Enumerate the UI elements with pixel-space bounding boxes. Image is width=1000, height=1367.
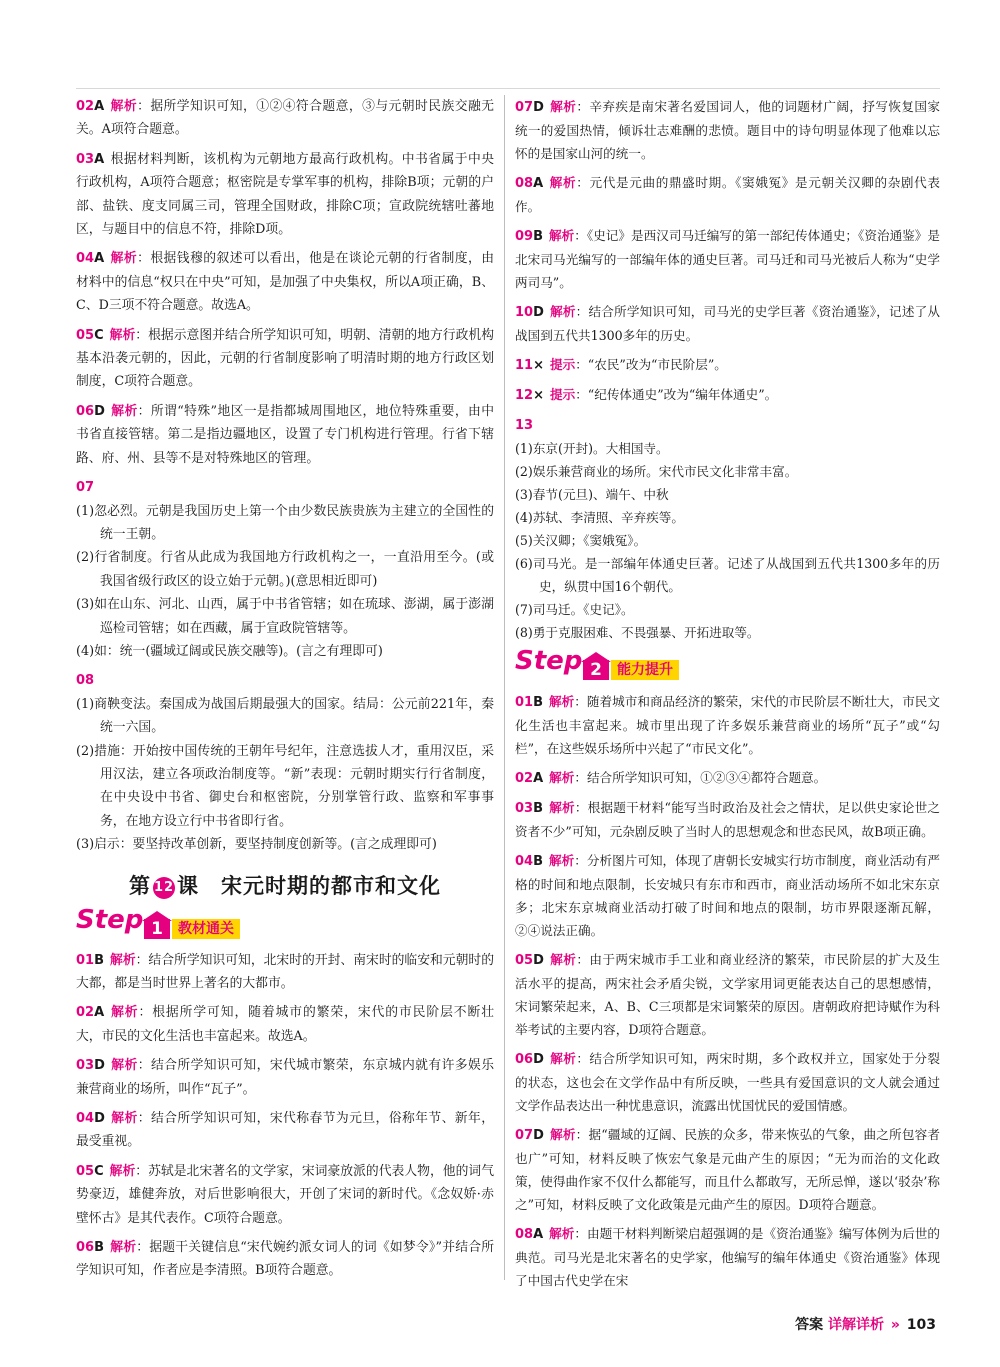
answer-num: 06 (515, 1052, 534, 1067)
step1-banner (76, 904, 494, 943)
answer-letter: A (94, 99, 105, 114)
answer-text: ：由题干材料判断梁启超强调的是《资治通鉴》编写体例为后世的典范。司马光是北宋著名的史学家，他编写的编年体通史《资治通鉴》体现了中国古代史学在宋 (515, 1226, 941, 1288)
answer-text: ：《史记》是西汉司马迁编写的第一部纪传体通史；《资治通鉴》是北宋司马光编写的一部编年体的通史巨著。司马迁和司马光被后人称为“史学两司马”。 (515, 228, 941, 290)
answer-letter: B (533, 801, 544, 816)
top-rule (76, 88, 940, 89)
answer-tag: 提示 (550, 387, 576, 402)
answer-text: ：根据钱穆的叙述可以看出，他是在谈论元朝的行省制度，由材料中的信息“权只在中央”可知，是加强了中央集权，所以A项正确，B、C、D三项不符合题意。故选A。 (76, 251, 495, 314)
answer-text: ：结合所学知识可知，宋代城市繁荣，东京城内就有许多娱乐兼营商业的场所，叫作“瓦子”。 (76, 1058, 495, 1097)
step-number: 1 (144, 919, 170, 939)
answer-letter: B (533, 695, 544, 710)
answer-tag: 解析 (549, 228, 575, 243)
answer-letter: B (533, 229, 544, 244)
answer-tag: 解析 (109, 1163, 136, 1179)
answer-item (76, 324, 494, 394)
answer-letter: C (94, 1163, 104, 1179)
footer-label: 答案 (795, 1317, 824, 1333)
answer-item (515, 300, 940, 347)
answer-letter: D (533, 953, 544, 968)
footer-sublabel: 详解详析 (827, 1317, 884, 1333)
step-word: Step (515, 646, 583, 676)
answer-letter: A (533, 1227, 544, 1242)
answer-number: 13 (515, 418, 534, 433)
answer-num: 04 (76, 1111, 95, 1127)
page-number: 103 (906, 1317, 936, 1333)
lesson-prefix: 第 (129, 873, 151, 898)
right-column (515, 95, 940, 1298)
answer-text: ：分析图片可知，体现了唐朝长安城实行坊市制度，商业活动有严格的时间和地点限制，长安城只有东市和西市，商业活动场所不如北宋东京多；北宋东京城商业活动打破了时间和地点的限制，坊市界限逐渐瓦解，②④说法正确。 (515, 853, 941, 938)
answer-subitem: (5)关汉卿；《窦娥冤》。 (515, 533, 647, 548)
answer-tag: 解析 (549, 1051, 577, 1066)
answer-tag: 解析 (549, 800, 575, 815)
answer-text: ：根据示意图并结合所学知识可知，明朝、清朝的地方行政机构基本沿袭元朝的，因此，元朝的行省制度影响了明清时期的地方行政区划制度，C项符合题意。 (76, 327, 495, 390)
answer-letter: D (94, 1111, 105, 1127)
answer-num: 02 (515, 771, 534, 786)
answer-letter: D (94, 1058, 105, 1074)
answer-num: 02 (76, 99, 95, 114)
answer-subitem: (6)司马光。是一部编年体通史巨著。记述了从战国到五代共1300多年的历史，纵贯中国16个朝代。 (515, 556, 940, 594)
answer-item (515, 948, 940, 1041)
answer-text: ：结合所学知识可知，两宋时期，多个政权并立，国家处于分裂的状态，这也会在文学作品中有所反映，一些具有爱国意识的文人就会通过文学作品表达出一种忧患意识，流露出忧国忧民的爱国情感。 (515, 1051, 941, 1113)
answer-num: 06 (76, 1240, 95, 1256)
answer-item (76, 95, 494, 142)
answer-num: 04 (515, 854, 534, 869)
answer-tag: 解析 (110, 99, 138, 114)
answer-text: ：“农民”改为“市民阶层”。 (575, 357, 727, 372)
answer-num: 06 (76, 403, 95, 419)
answer-item (515, 766, 940, 790)
answer-item (76, 247, 494, 317)
right-answers-part1 (515, 95, 940, 407)
answer-item-07 (76, 476, 494, 663)
answer-letter: C (94, 327, 104, 343)
answer-num: 07 (515, 1128, 534, 1143)
answer-letter: D (533, 305, 544, 320)
answer-letter: A (94, 1005, 105, 1021)
lesson-title (76, 875, 494, 899)
answer-num: 11 (515, 358, 534, 373)
answer-text: ：结合所学知识可知，北宋时的开封、南宋时的临安和元朝时的大都，都是当时世界上著名的大都市。 (76, 952, 495, 991)
answer-item (76, 400, 494, 470)
answer-text: ：由于两宋城市手工业和商业经济的繁荣，市民阶层的扩大及生活水平的提高，两宋社会矛盾尖锐，文学家用词更能表达自己的思想感情，宋词繁荣起来，A、B、C三项都是宋词繁荣的原因。唐朝政府把诗赋作为科举考试的主要内容，D项符合题意。 (515, 952, 941, 1037)
answer-text: 根据材料判断，该机构为元朝地方最高行政机构。中书省属于中央行政机构，A项符合题意；枢密院是专掌军事的机构，排除B项；元朝的户部、盐铁、度支同属三司，管理全国财政，排除C项；宣政院统辖吐蕃地区，与题目中的信息不符，排除D项。 (76, 151, 494, 238)
answer-text: ：结合所学知识可知，宋代称春节为元旦，俗称年节、新年，最受重视。 (76, 1111, 495, 1150)
answer-letter: D (94, 403, 105, 419)
answer-text: ：根据题干材料“能写当时政治及社会之情状，足以供史家论世之资者不少”可知，元杂剧反映了当时人的思想观念和世态民风，故B项正确。 (515, 800, 940, 839)
lesson-number-badge: 12 (153, 877, 175, 899)
answer-tag: 解析 (549, 770, 575, 785)
step-word: Step (76, 904, 144, 935)
answer-item-13 (515, 413, 940, 644)
answer-letter: D (533, 1052, 544, 1067)
answer-subitem: (1)东京(开封)。大相国寺。 (515, 441, 669, 456)
answer-number: 07 (76, 480, 95, 496)
answer-num: 03 (76, 151, 95, 167)
answer-item-08 (76, 669, 494, 856)
answer-num: 09 (515, 229, 534, 244)
answer-item (515, 224, 940, 294)
answer-item (76, 1236, 494, 1283)
answer-tag: 解析 (110, 1240, 137, 1256)
answer-item (515, 1047, 940, 1117)
answer-item (515, 353, 940, 377)
answer-num: 03 (76, 1058, 95, 1074)
answer-num: 08 (515, 1227, 534, 1242)
answer-subitem: (4)如：统一(疆域辽阔或民族交融等)。(言之有理即可) (76, 643, 383, 659)
lesson-heading: 课 宋元时期的都市和文化 (177, 873, 441, 898)
answer-tag: 解析 (110, 1111, 138, 1127)
answer-tag: 解析 (110, 1058, 138, 1074)
answer-item (515, 796, 940, 843)
answer-letter: B (533, 854, 544, 869)
answer-item (76, 1107, 494, 1154)
answer-num: 02 (76, 1005, 95, 1021)
answer-tag: 解析 (549, 694, 575, 709)
answer-text: ：据“疆域的辽阔、民族的众多，带来恢弘的气象，曲之所包容者也广”可知，材料反映了恢宏气象是元曲产生的原因；“无为而治的文化政策，使得曲作家不仅什么都能写，而且什么都敢写，无所忌惮，遂以‘驳杂’称之”可知，材料反映了文化政策是元曲产生的原因。D项符合题意。 (515, 1127, 940, 1212)
answer-tag: 解析 (549, 99, 577, 114)
answer-letter: B (94, 952, 105, 968)
step-label: 能力提升 (611, 660, 679, 680)
answer-item (76, 949, 494, 996)
answer-tag: 解析 (549, 1127, 576, 1142)
answer-subitem: (3)如在山东、河北、山西，属于中书省管辖；如在琉球、澎湖，属于澎湖巡检司管辖；如在西藏，属于宣政院管辖等。 (76, 597, 494, 636)
left-answers-part1 (76, 95, 494, 470)
answer-tag: 解析 (549, 175, 577, 190)
right-answers-part2 (515, 690, 940, 1292)
answer-num: 12 (515, 388, 534, 403)
answer-letter: B (94, 1240, 105, 1256)
answer-letter: A (94, 151, 105, 167)
answer-num: 05 (76, 327, 95, 343)
left-answers-part2 (76, 949, 494, 1283)
step-number: 2 (583, 660, 609, 680)
chevron-right-icon: » (890, 1317, 900, 1333)
answer-letter: A (94, 251, 105, 267)
answer-letter: A (533, 771, 544, 786)
answer-item (76, 1001, 494, 1048)
answer-subitem: (3)春节(元旦)、端午、中秋 (515, 487, 669, 502)
answer-subitem: (2)措施：开始按中国传统的王朝年号纪年，注意选拔人才，重用汉臣，采用汉法，建立各项政治制度等。“新”表现：元朝时期实行行省制度，在中央设中书省、御史台和枢密院，分别掌管行政、监察和军事事务，在地方设立行中书省即行省。 (76, 743, 494, 829)
answer-text: ：所谓“特殊”地区一是指都城周围地区，地位特殊重要，由中书省直接管辖。第二是指边疆地区，设置了专门机构进行管理。行省下辖路、府、州、县等不是对特殊地区的管理。 (76, 403, 494, 466)
answer-tag: 解析 (110, 1005, 139, 1021)
answer-num: 05 (76, 1163, 95, 1179)
answer-text: ：“纪传体通史”改为“编年体通史”。 (575, 387, 778, 402)
answer-num: 01 (515, 695, 534, 710)
answer-text: ：苏轼是北宋著名的文学家，宋词豪放派的代表人物，他的词气势豪迈，雄健奔放，对后世影响很大，开创了宋词的新时代。《念奴娇·赤壁怀古》是其代表作。C项符合题意。 (76, 1163, 495, 1226)
answer-text: ：根据所学可知，随着城市的繁荣，宋代的市民阶层不断壮大，市民的文化生活也丰富起来。故选A。 (76, 1005, 495, 1044)
answer-item (515, 383, 940, 407)
answer-item (76, 1160, 494, 1230)
answer-item (515, 1123, 940, 1216)
answer-item (76, 1054, 494, 1101)
answer-num: 08 (515, 176, 534, 191)
answer-tag: 解析 (110, 403, 138, 419)
answer-text: ：元代是元曲的鼎盛时期。《窦娥冤》是元朝关汉卿的杂剧代表作。 (515, 175, 941, 214)
answer-tag: 解析 (110, 952, 136, 968)
answer-letter: D (533, 100, 544, 115)
answer-text: ：结合所学知识可知，司马光的史学巨著《资治通鉴》，记述了从战国到五代共1300多年的历史。 (515, 304, 941, 343)
answer-subitem: (8)勇于克服困难、不畏强暴、开拓进取等。 (515, 625, 760, 640)
answer-item (515, 95, 940, 165)
answer-item (515, 849, 940, 942)
answer-tag: 解析 (549, 304, 576, 319)
answer-tag: 解析 (110, 251, 138, 267)
answer-num: 01 (76, 952, 95, 968)
answer-subitem: (2)娱乐兼营商业的场所。宋代市民文化非常丰富。 (515, 464, 798, 479)
answer-subitem: (4)苏轼、李清照、辛弃疾等。 (515, 510, 684, 525)
answer-tag: 解析 (549, 952, 577, 967)
column-divider (504, 95, 505, 1280)
answer-subitem: (3)启示：要坚持改革创新，要坚持制度创新等。(言之成理即可) (76, 837, 437, 853)
step-label: 教材通关 (172, 919, 240, 939)
answer-text: ：结合所学知识可知，①②③④都符合题意。 (574, 770, 827, 785)
left-column (76, 95, 494, 1289)
answer-letter: × (533, 358, 544, 373)
answer-num: 07 (515, 100, 534, 115)
answer-item (76, 148, 494, 242)
answer-tag: 提示 (550, 357, 576, 372)
page-footer (795, 1314, 936, 1334)
step2-banner (515, 646, 940, 684)
answer-subitem: (2)行省制度。行省从此成为我国地方行政机构之一，一直沿用至今。(或我国省级行政区的设立始于元朝。)(意思相近即可) (76, 550, 494, 589)
answer-text: ：辛弃疾是南宋著名爱国词人，他的词题材广阔，抒写恢复国家统一的爱国热情，倾诉壮志难酬的悲愤。题目中的诗句明显体现了他难以忘怀的是国家山河的统一。 (515, 99, 941, 161)
answer-num: 05 (515, 953, 534, 968)
answer-tag: 解析 (549, 853, 575, 868)
answer-subitem: (1)忽必烈。元朝是我国历史上第一个由少数民族贵族为主建立的全国性的统一王朝。 (76, 503, 494, 542)
answer-letter: × (533, 388, 544, 403)
answer-text: ：据所学知识可知，①②④符合题意，③与元朝时民族交融无关。A项符合题意。 (76, 99, 495, 138)
answer-number: 08 (76, 673, 95, 689)
answer-item (515, 690, 940, 760)
answer-tag: 解析 (109, 327, 136, 343)
answer-num: 04 (76, 251, 95, 267)
answer-item (515, 171, 940, 218)
answer-item (515, 1222, 940, 1292)
answer-num: 03 (515, 801, 534, 816)
answer-letter: A (533, 176, 544, 191)
answer-text: ：随着城市和商品经济的繁荣，宋代的市民阶层不断壮大，市民文化生活也丰富起来。城市里出现了许多娱乐兼营商业的场所“瓦子”或“勾栏”，在这些娱乐场所中兴起了“市民文化”。 (515, 694, 941, 756)
answer-tag: 解析 (549, 1226, 575, 1241)
answer-letter: D (533, 1128, 544, 1143)
answer-subitem: (7)司马迁。《史记》。 (515, 602, 634, 617)
answer-text: ：据题干关键信息“宋代婉约派女词人的词《如梦令》”并结合所学知识可知，作者应是李清照。B项符合题意。 (76, 1240, 495, 1279)
answer-num: 10 (515, 305, 534, 320)
answer-subitem: (1)商鞅变法。秦国成为战国后期最强大的国家。结局：公元前221年，秦统一六国。 (76, 696, 494, 736)
